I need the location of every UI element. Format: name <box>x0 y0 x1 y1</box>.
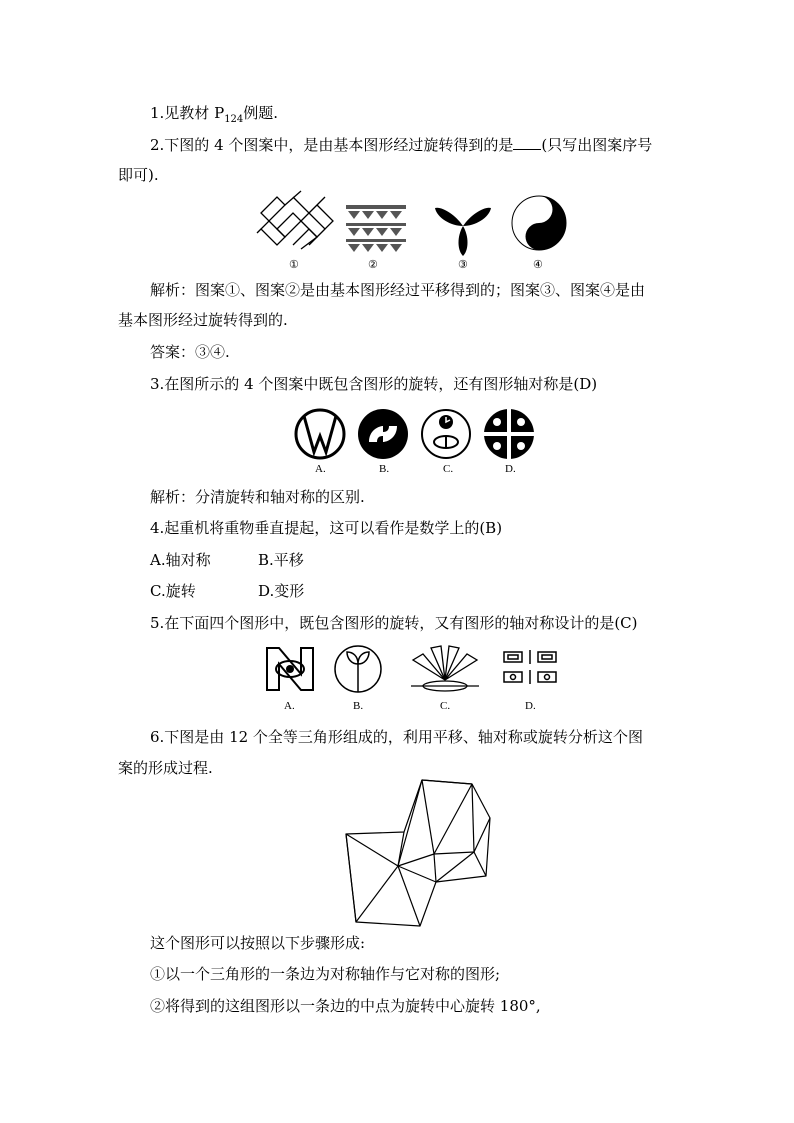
q1-subscript: 124 <box>224 114 244 125</box>
answer-blank <box>513 135 541 150</box>
q3-analysis: 解析：分清旋转和轴对称的区别. <box>150 488 365 506</box>
q5-caption-d: D. <box>525 700 536 712</box>
q3-figure-a <box>294 408 346 460</box>
q6-stem-line1: 6.下图是由 12 个全等三角形组成的，利用平移、轴对称或旋转分析这个图 <box>150 728 643 746</box>
q3-figure-d <box>483 408 535 460</box>
q1-prefix: 1.见教材 P <box>150 104 225 122</box>
q3-caption-d: D. <box>505 463 516 475</box>
q3-caption-b: B. <box>379 463 390 475</box>
q2-analysis-line2: 基本图形经过旋转得到的. <box>118 311 288 329</box>
q6-step-1: ①以一个三角形的一条边为对称轴作与它对称的图形; <box>150 965 501 983</box>
q4-option-d: D.变形 <box>258 582 305 600</box>
q2-figure-yinyang <box>510 194 568 252</box>
q3-stem: 3.在图所示的 4 个图案中既包含图形的旋转，还有图形轴对称是(D) <box>150 375 598 393</box>
q5-caption-b: B. <box>353 700 364 712</box>
q4-option-c: C.旋转 <box>150 582 196 600</box>
q5-caption-a: A. <box>284 700 295 712</box>
q2-figure-trefoil <box>433 196 493 256</box>
q2-stem-b: (只写出图案序号 <box>541 136 653 154</box>
q2-caption-4: ④ <box>533 259 543 271</box>
q2-figure-pattern <box>346 205 406 253</box>
q5-caption-c: C. <box>440 700 451 712</box>
q5-figure-b <box>333 644 383 694</box>
q2-stem-line2: 即可). <box>118 166 159 184</box>
q1-suffix: 例题. <box>243 104 279 122</box>
q6-stem-line2: 案的形成过程. <box>118 759 213 777</box>
q5-figure-d <box>502 648 558 688</box>
q5-figure-a <box>265 646 315 692</box>
q1-text <box>150 103 278 130</box>
q4-stem: 4.起重机将重物垂直提起，这可以看作是数学上的(B) <box>150 519 503 537</box>
q3-figure-b <box>357 408 409 460</box>
q4-option-b: B.平移 <box>258 551 304 569</box>
q5-stem: 5.在下面四个图形中，既包含图形的旋转，又有图形的轴对称设计的是(C) <box>150 614 638 632</box>
q3-figure-c <box>420 408 472 460</box>
q4-option-a: A.轴对称 <box>150 551 211 569</box>
q2-stem-line1 <box>150 135 652 155</box>
q2-figure-weave <box>257 193 333 249</box>
q6-step-2: ②将得到的这组图形以一条边的中点为旋转中心旋转 180°, <box>150 997 541 1015</box>
q2-analysis-line1: 解析：图案①、图案②是由基本图形经过平移得到的；图案③、图案④是由 <box>150 281 646 299</box>
q6-steps-intro: 这个图形可以按照以下步骤形成: <box>150 934 366 952</box>
q2-caption-2: ② <box>368 259 378 271</box>
q2-caption-1: ① <box>289 259 299 271</box>
q5-figure-c <box>409 646 481 694</box>
q3-caption-c: C. <box>443 463 454 475</box>
q2-caption-3: ③ <box>458 259 468 271</box>
q3-caption-a: A. <box>315 463 326 475</box>
q6-triangle-figure <box>340 776 500 928</box>
q2-answer: 答案：③④. <box>150 343 230 361</box>
q2-stem-a: 2.下图的 4 个图案中，是由基本图形经过旋转得到的是 <box>150 136 514 154</box>
